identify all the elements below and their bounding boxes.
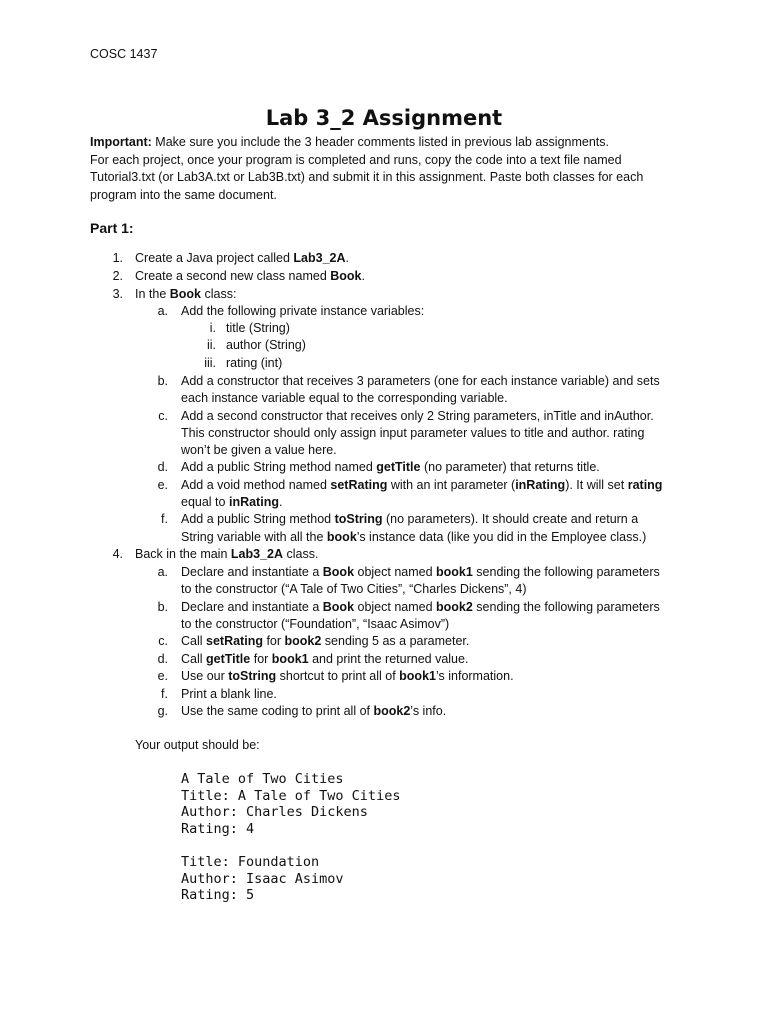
list-roman: iii. [204,356,216,370]
intro-line-1 [90,134,690,152]
text: Call [181,652,207,666]
list-letter: c. [158,409,168,423]
expected-output-code [181,771,400,904]
output-line [181,837,400,854]
output-line: A Tale of Two Cities [181,771,344,787]
intro-line-4: program into the same document. [90,187,277,202]
output-line: Author: Isaac Asimov [181,870,344,887]
list-text [181,477,662,494]
list-letter: e. [157,478,168,492]
text: Back in the main [135,547,231,561]
list-number: 4. [112,547,123,561]
list-text: author (String) [226,338,306,352]
list-number: 2. [112,269,123,283]
list-text: rating (int) [226,356,283,370]
list-text [181,564,660,581]
text: sending the following parameters [472,565,660,579]
list-text [135,546,318,563]
bold-term: Book [330,269,362,283]
text: ’s instance data (like you did in the Employee class.) [356,530,647,544]
text: String variable with all the [181,530,327,544]
text: (no parameter) that returns title. [420,460,600,474]
bold-term: book2 [373,704,411,718]
output-line: Title: Foundation [181,853,320,870]
output-line: Author: Charles Dickens [181,804,368,821]
list-letter: b. [157,600,168,614]
list-letter: c. [158,634,168,648]
text: Create a Java project called [135,251,294,265]
bold-term: rating [627,478,663,492]
bold-term: book1 [271,652,309,666]
list-letter: g. [157,704,168,718]
list-text [181,633,469,650]
list-number: 3. [112,287,123,301]
bold-term: book1 [436,565,473,579]
list-text [181,651,468,668]
list-text [135,250,349,267]
intro-paragraph [90,134,690,204]
text: Use our [181,669,229,683]
text: class: [201,287,237,301]
text: . [278,495,283,509]
bold-term: book [326,530,357,544]
bold-term: toString [334,512,383,526]
text: for [262,634,285,648]
bold-term: inRating [515,478,566,492]
text: with an int parameter ( [387,478,516,492]
bold-term: Lab3_2A [230,547,283,561]
text: shortcut to print all of [276,669,400,683]
text: for [250,652,272,666]
text: (no parameters). It should create and return a [382,512,639,526]
text: sending the following parameters [472,600,660,614]
intro-line-3: Tutorial3.txt (or Lab3A.txt or Lab3B.txt) and submit it in this assignment. Paste both classes for each [90,170,644,184]
list-letter: e. [157,669,168,683]
bold-term: getTitle [206,652,251,666]
list-letter: f. [161,687,168,701]
list-roman: i. [209,321,216,335]
list-letter: a. [157,304,168,318]
list-text [181,511,638,528]
list-text [181,529,646,546]
output-line: Rating: 4 [181,820,255,837]
bold-term: book2 [436,600,473,614]
intro-line-2: For each project, once your program is completed and runs, copy the code into a text file named [90,152,622,167]
text: Add a void method named [181,478,331,492]
list-text [181,494,282,511]
list-text: title (String) [226,321,290,335]
text: . [345,251,350,265]
text: class. [283,547,319,561]
output-line: Title: A Tale of Two Cities [181,787,401,804]
text: Create a second new class named [135,269,331,283]
part-heading: Part 1: [90,220,134,236]
important-label: Important: [90,135,152,149]
list-letter: b. [157,374,168,388]
text: sending 5 as a parameter. [321,634,470,648]
text: Declare and instantiate a [181,565,323,579]
list-text [181,599,660,616]
text: Call [181,634,207,648]
list-text [181,703,446,720]
list-text [181,668,514,685]
list-text: Print a blank line. [181,687,277,701]
bold-term: setRating [206,634,263,648]
bold-term: book2 [284,634,322,648]
list-text [181,459,600,476]
list-text [135,286,236,303]
list-text: to the constructor (“A Tale of Two Cities”, “Charles Dickens”, 4) [181,582,527,596]
list-text: This constructor should only assign input parameter values to title and author. rating [181,426,645,440]
bold-term: inRating [228,495,279,509]
output-line: Rating: 5 [181,887,255,904]
output-label: Your output should be: [135,738,260,752]
text: Use the same coding to print all of [181,704,374,718]
list-letter: d. [157,652,168,666]
bold-term: getTitle [376,460,421,474]
text: ’s information. [435,669,514,683]
list-roman: ii. [206,338,216,352]
list-text: won’t be given a value here. [181,443,337,457]
text: . [361,269,365,283]
important-text: Make sure you include the 3 header comments listed in previous lab assignments. [151,135,609,149]
text: object named [354,565,437,579]
list-text: Add a second constructor that receives only 2 String parameters, inTitle and inAuthor. [181,409,654,423]
course-code: COSC 1437 [90,47,158,61]
bold-term: Book [169,287,201,301]
list-text: Add the following private instance variables: [181,304,425,318]
list-letter: d. [157,460,168,474]
bold-term: Book [322,565,355,579]
list-text: Add a constructor that receives 3 parameters (one for each instance variable) and sets [181,374,660,388]
list-text: to the constructor (“Foundation”, “Isaac Asimov”) [181,617,450,631]
text: ). It will set [565,478,628,492]
text: object named [354,600,437,614]
bold-term: Book [322,600,355,614]
text: Add a public String method named [181,460,377,474]
bold-term: Lab3_2A [293,251,346,265]
list-letter: f. [161,512,168,526]
list-letter: a. [157,565,168,579]
list-number: 1. [112,251,123,265]
text: Declare and instantiate a [181,600,323,614]
list-text [135,268,365,285]
text: ’s info. [410,704,447,718]
page-title: Lab 3_2 Assignment [265,106,503,130]
bold-term: book1 [399,669,436,683]
text: In the [135,287,170,301]
bold-term: toString [228,669,277,683]
text: and print the returned value. [308,652,469,666]
list-text: each instance variable equal to the corresponding variable. [181,391,508,405]
bold-term: setRating [330,478,388,492]
text: Add a public String method [181,512,335,526]
text: equal to [181,495,229,509]
